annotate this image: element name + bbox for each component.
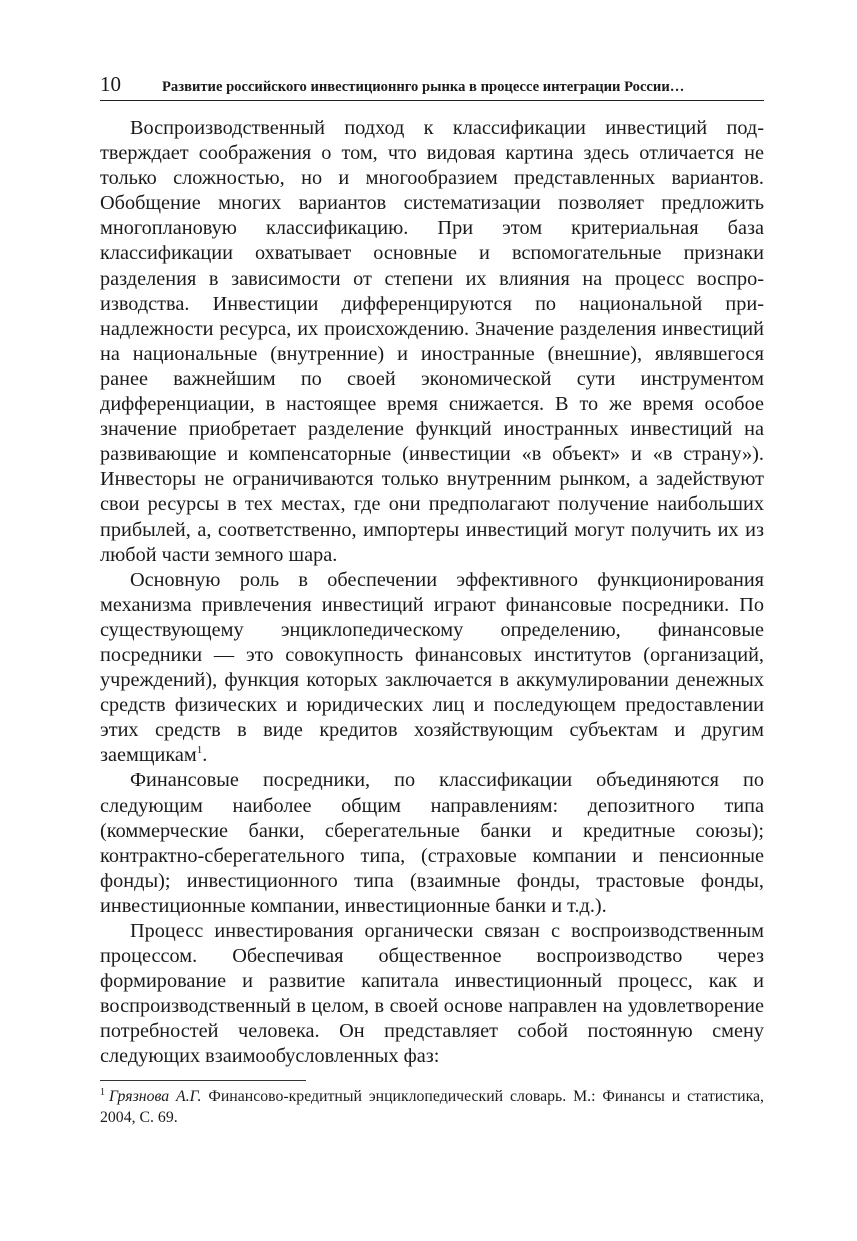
paragraph-2-text: Основную роль в обеспечении эффективного функционирования механизма привлечения инвестиций играют финансовые посредники. По существующему энциклопедическому определению, финансовые посредники — это совокупность финансовых институтов (организаций, учреждений), функция которых заключается в аккумулировании денежных средств физических и юридических лиц и последующем предоставлении этих средств в виде кредитов хозяйствующим субъектам и другим заемщикам: [100, 568, 764, 767]
page-number: 10: [100, 72, 121, 96]
footnote-author: Грязнова А.Г.: [109, 1088, 202, 1105]
paragraph-4: [100, 919, 764, 1070]
paragraph-3: [100, 768, 764, 919]
main-text: [100, 116, 764, 1070]
paragraph-2-end: .: [202, 744, 208, 767]
paragraph-2: [100, 568, 764, 769]
paragraph-4-text: Процесс инвестирования органически связан с воспроизводственным процессом. Обеспечивая общественное воспроизводство через формирование и развитие капитала инвестиционный процесс, как и воспроизводственный в целом, в своей основе направлен на удовлетворение потребностей человека. Он представляет собой постоянную смену следующих взаимообусловленных фаз:: [100, 920, 764, 1068]
footnote-number: 1: [100, 1086, 105, 1098]
footnote: [100, 1086, 764, 1128]
paragraph-1-text: Воспроизводственный подход к классификации инвестиций подтверждает соображения о том, что видовая картина здесь отличается не только сложностью, но и многообразием представленных вариантов. Обобщение многих вариантов систематизации позволяет предложить многоплановую классификацию. При этом критериальная база классификации охватывает основные и вспомогательные признаки разделения в зависимости от степени их влияния на процесс воспроизводства. Инвестиции дифференцируются по национальной принадлежности ресурса, их происхождению. Значение разделения инвестиций на национальные (внутренние) и иностранные (внешние), являвшегося ранее важнейшим по своей экономической сути инструментом дифференциации, в настоящее время снижается. В то же время особое значение приобретает разделение функций иностранных инвестиций на развивающие и компенсаторные (инвестиции «в объект» и «в страну»). Инвесторы не ограничиваются только внутренним рынком, а задействуют свои ресурсы в тех местах, где они предполагают получение наибольших прибылей, а, соответственно, импортеры инвестиций могут получить их из любой части земного шара.: [100, 117, 764, 566]
running-header: [100, 70, 764, 101]
footnote-text: Финансово-кредитный энциклопедический словарь. М.: Финансы и статистика, 2004, С. 69.: [100, 1088, 765, 1126]
footnote-divider: [100, 1080, 306, 1081]
paragraph-3-text: Финансовые посредники, по классификации объединяются по следующим наиболее общим направлениям: депозитного типа (коммерческие банки, сберегательные банки и кредитные союзы); контрактно-сберегательного типа, (страховые компании и пенсионные фонды); инвестиционного типа (взаимные фонды, трастовые фонды, инвестиционные компании, инвестиционные банки и т.д.).: [100, 769, 764, 917]
running-title: Развитие российского инвестиционнго рынка в процессе интеграции России…: [162, 79, 685, 95]
footnote-reference[interactable]: 1: [196, 744, 203, 757]
paragraph-1: [100, 116, 764, 568]
